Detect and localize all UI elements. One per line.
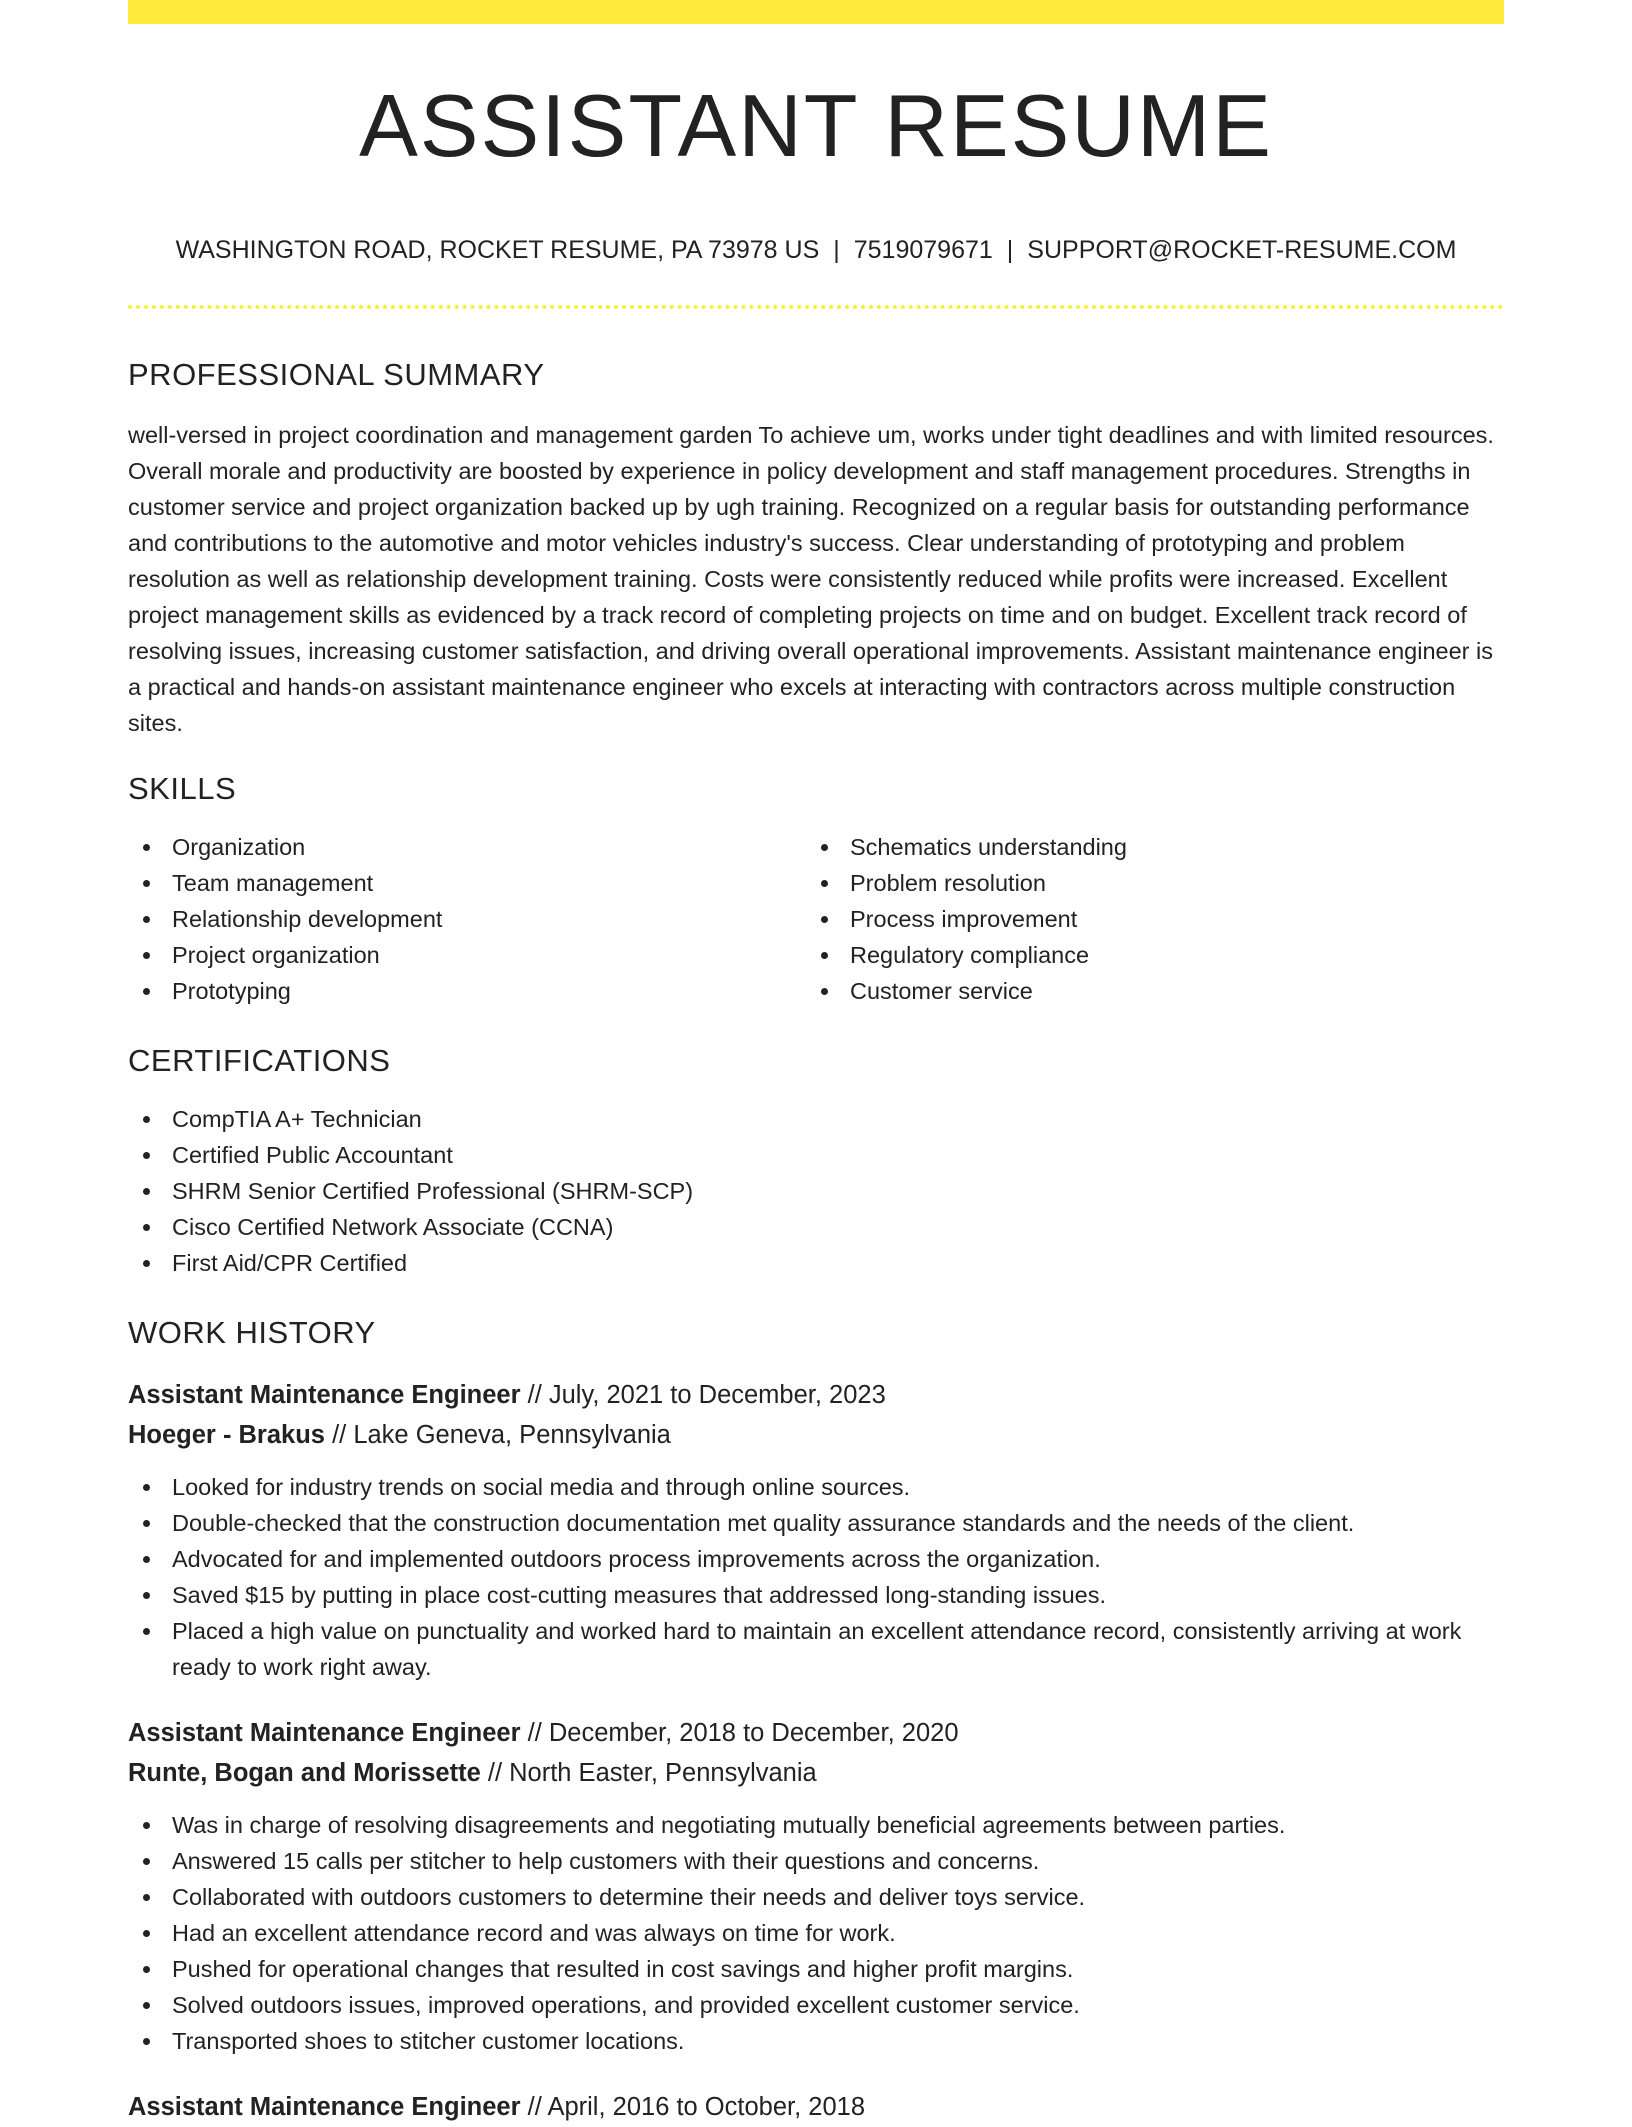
summary-text: well-versed in project coordination and management garden To achieve um, works under tight deadlines and with limited resources. Overall morale and productivity are boosted by experience in policy development and staff management procedures. Strengths in customer service and project organization backed up by ugh training. Recognized on a regular basis for outstanding performance and contributions to the automotive and motor vehicles industry's success. Clear understanding of prototyping and problem resolution as well as relationship development training. Costs were consistently reduced while profits were increased. Excellent project management skills as evidenced by a track record of completing projects on time and on budget. Excellent track record of resolving issues, increasing customer satisfaction, and driving overall operational improvements. Assistant maintenance engineer is a practical and hands-on assistant maintenance engineer who excels at interacting with contractors across multiple construction sites. [128, 422, 1494, 736]
header-divider [128, 305, 1504, 309]
job-responsibility: Transported shoes to stitcher customer locations. [128, 2023, 1504, 2059]
certifications-list [128, 1101, 1504, 1281]
job-entry [128, 2087, 1504, 2127]
job-responsibility: Collaborated with outdoors customers to determine their needs and deliver toys service. [128, 1879, 1504, 1915]
certification-item: Certified Public Accountant [128, 1137, 1504, 1173]
resume-title: ASSISTANT RESUME [359, 76, 1273, 175]
contact-email: SUPPORT@ROCKET-RESUME.COM [1027, 236, 1457, 264]
job-company-line [128, 1753, 1504, 1793]
summary-heading: PROFESSIONAL SUMMARY [128, 357, 545, 392]
job-company: Hoeger - Brakus [128, 1421, 325, 1449]
jobs-container [128, 1375, 1504, 2127]
job-location: // North Easter, Pennsylvania [480, 1759, 817, 1787]
certification-item: First Aid/CPR Certified [128, 1245, 1504, 1281]
contact-separator: | [1006, 236, 1014, 264]
job-dates: // December, 2018 to December, 2020 [520, 1719, 959, 1747]
job-dates: // April, 2016 to October, 2018 [520, 2093, 866, 2121]
contact-line [128, 236, 1504, 265]
certifications-heading: CERTIFICATIONS [128, 1043, 391, 1078]
job-entry [128, 1713, 1504, 2059]
job-dates: // July, 2021 to December, 2023 [520, 1381, 886, 1409]
job-responsibility: Looked for industry trends on social media and through online sources. [128, 1469, 1504, 1505]
skill-item: Relationship development [128, 901, 806, 937]
certifications-section [128, 1043, 1504, 1281]
job-responsibility: Placed a high value on punctuality and worked hard to maintain an excellent attendance record, consistently arriving at work ready to work right away. [128, 1613, 1504, 1685]
summary-section [128, 357, 1504, 741]
certification-item: CompTIA A+ Technician [128, 1101, 1504, 1137]
job-responsibility: Had an excellent attendance record and was always on time for work. [128, 1915, 1504, 1951]
job-responsibilities [128, 1807, 1504, 2059]
job-title-line [128, 1375, 1504, 1415]
skill-item: Project organization [128, 937, 806, 973]
skill-item: Regulatory compliance [806, 937, 1504, 973]
job-responsibility: Was in charge of resolving disagreements and negotiating mutually beneficial agreements between parties. [128, 1807, 1504, 1843]
contact-separator: | [833, 236, 840, 264]
job-responsibility: Advocated for and implemented outdoors process improvements across the organization. [128, 1541, 1504, 1577]
job-company: Runte, Bogan and Morissette [128, 1759, 481, 1787]
skill-item: Prototyping [128, 973, 806, 1009]
skills-heading: SKILLS [128, 771, 237, 806]
job-title-line [128, 2087, 1504, 2127]
skills-section [128, 771, 1504, 1009]
resume-page [128, 0, 1504, 2127]
skill-item: Organization [128, 829, 806, 865]
certification-item: Cisco Certified Network Associate (CCNA) [128, 1209, 1504, 1245]
contact-phone: 7519079671 [853, 236, 993, 264]
accent-top-bar [128, 0, 1504, 24]
job-title: Assistant Maintenance Engineer [128, 1719, 521, 1747]
skills-list-right [806, 829, 1504, 1009]
job-title: Assistant Maintenance Engineer [128, 1381, 521, 1409]
contact-address: WASHINGTON ROAD, ROCKET RESUME, PA 73978 US [175, 236, 820, 264]
job-responsibilities [128, 1469, 1504, 1685]
job-title-line [128, 1713, 1504, 1753]
job-responsibility: Solved outdoors issues, improved operations, and provided excellent customer service. [128, 1987, 1504, 2023]
job-title: Assistant Maintenance Engineer [128, 2093, 521, 2121]
skill-item: Team management [128, 865, 806, 901]
job-responsibility: Answered 15 calls per stitcher to help customers with their questions and concerns. [128, 1843, 1504, 1879]
job-responsibility: Saved $15 by putting in place cost-cutting measures that addressed long-standing issues. [128, 1577, 1504, 1613]
skills-grid [128, 829, 1504, 1009]
work-history-section [128, 1315, 1504, 2127]
job-entry [128, 1375, 1504, 1685]
job-responsibility: Pushed for operational changes that resulted in cost savings and higher profit margins. [128, 1951, 1504, 1987]
skills-list-left [128, 829, 806, 1009]
skill-item: Process improvement [806, 901, 1504, 937]
skill-item: Schematics understanding [806, 829, 1504, 865]
skill-item: Customer service [806, 973, 1504, 1009]
certification-item: SHRM Senior Certified Professional (SHRM-SCP) [128, 1173, 1504, 1209]
job-responsibility: Double-checked that the construction documentation met quality assurance standards and the needs of the client. [128, 1505, 1504, 1541]
job-company-line [128, 1415, 1504, 1455]
work-history-heading: WORK HISTORY [128, 1315, 376, 1350]
skill-item: Problem resolution [806, 865, 1504, 901]
job-location: // Lake Geneva, Pennsylvania [324, 1421, 671, 1449]
